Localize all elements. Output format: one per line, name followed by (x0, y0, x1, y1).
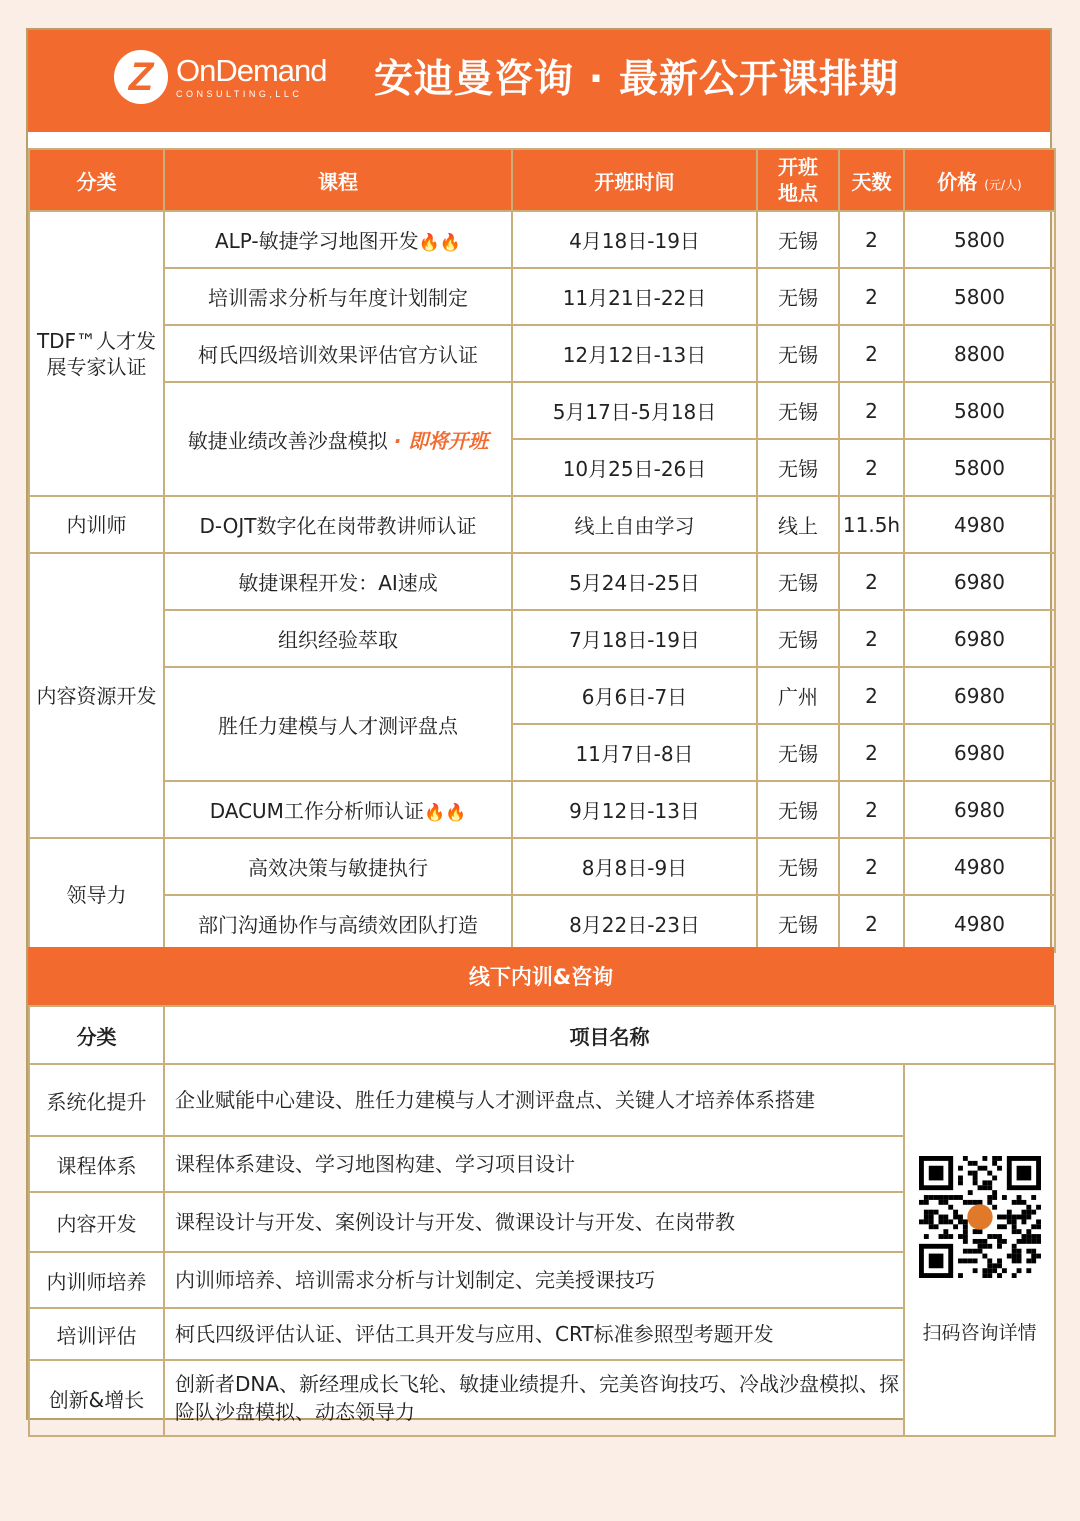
table-row (29, 895, 1055, 952)
course-cell (164, 895, 512, 952)
schedule-table (28, 148, 1056, 953)
table-row (29, 211, 1055, 268)
days-cell: 11.5h (839, 496, 904, 553)
consult-row (29, 1252, 1055, 1308)
course-cell (164, 211, 512, 268)
date-cell: 8月22日-23日 (512, 895, 757, 952)
header-banner (28, 30, 1050, 132)
location-cell: 无锡 (757, 838, 839, 895)
course-cell (164, 325, 512, 382)
date-cell: 9月12日-13日 (512, 781, 757, 838)
days-cell: 2 (839, 382, 904, 439)
fire-icon: 🔥🔥 (423, 803, 467, 823)
date-cell: 5月17日-5月18日 (512, 382, 757, 439)
table-row (29, 838, 1055, 895)
location-cell: 无锡 (757, 781, 839, 838)
category-cell: 内训师 (29, 496, 164, 553)
table-row (29, 325, 1055, 382)
location-cell: 无锡 (757, 724, 839, 781)
days-cell: 2 (839, 610, 904, 667)
date-cell: 4月18日-19日 (512, 211, 757, 268)
days-cell: 2 (839, 439, 904, 496)
price-cell: 6980 (904, 724, 1055, 781)
course-name: 部门沟通协作与高绩效团队打造 (198, 913, 478, 937)
course-name: 敏捷课程开发：AI速成 (238, 571, 438, 595)
price-cell: 4980 (904, 838, 1055, 895)
table-row (29, 610, 1055, 667)
days-cell: 2 (839, 211, 904, 268)
consult-category: 内训师培养 (29, 1252, 164, 1308)
consult-header-row (29, 1006, 1055, 1064)
date-cell: 11月21日-22日 (512, 268, 757, 325)
qr-caption: 扫码咨询详情 (922, 1321, 1037, 1344)
consult-row (29, 1360, 1055, 1436)
days-cell: 2 (839, 553, 904, 610)
consult-projects: 课程设计与开发、案例设计与开发、微课设计与开发、在岗带教 (164, 1192, 904, 1252)
date-cell: 11月7日-8日 (512, 724, 757, 781)
course-cell (164, 496, 512, 553)
location-cell: 无锡 (757, 610, 839, 667)
qr-cell (904, 1064, 1055, 1436)
consult-header-category: 分类 (29, 1006, 164, 1064)
course-cell (164, 268, 512, 325)
days-cell: 2 (839, 838, 904, 895)
location-cell: 无锡 (757, 382, 839, 439)
days-cell: 2 (839, 781, 904, 838)
days-cell: 2 (839, 895, 904, 952)
location-cell: 无锡 (757, 553, 839, 610)
course-name: 柯氏四级培训效果评估官方认证 (198, 343, 478, 367)
price-cell: 6980 (904, 553, 1055, 610)
course-name: 培训需求分析与年度计划制定 (208, 286, 468, 310)
days-cell: 2 (839, 667, 904, 724)
location-cell: 无锡 (757, 211, 839, 268)
logo-name: OnDemand (176, 53, 327, 88)
consult-projects: 内训师培养、培训需求分析与计划制定、完美授课技巧 (164, 1252, 904, 1308)
table-row (29, 553, 1055, 610)
price-cell: 5800 (904, 268, 1055, 325)
consult-category: 创新&增长 (29, 1360, 164, 1436)
consult-category: 培训评估 (29, 1308, 164, 1360)
category-cell: 内容资源开发 (29, 553, 164, 838)
location-cell: 无锡 (757, 325, 839, 382)
price-cell: 5800 (904, 211, 1055, 268)
location-cell: 无锡 (757, 268, 839, 325)
consult-projects: 柯氏四级评估认证、评估工具开发与应用、CRT标准参照型考题开发 (164, 1308, 904, 1360)
days-cell: 2 (839, 325, 904, 382)
fire-icon: 🔥🔥 (418, 233, 461, 253)
days-cell: 2 (839, 268, 904, 325)
consult-category: 系统化提升 (29, 1064, 164, 1136)
consult-row (29, 1192, 1055, 1252)
location-cell: 线上 (757, 496, 839, 553)
price-cell: 6980 (904, 610, 1055, 667)
location-cell: 无锡 (757, 439, 839, 496)
price-cell: 6980 (904, 667, 1055, 724)
price-cell: 4980 (904, 496, 1055, 553)
table-row (29, 382, 1055, 439)
page-title: 安迪曼咨询 · 最新公开课排期 (374, 57, 899, 102)
course-cell (164, 838, 512, 895)
logo-subtitle: CONSULTING,LLC (176, 89, 303, 99)
course-cell (164, 781, 512, 838)
course-cell (164, 553, 512, 610)
course-name: 敏捷业绩改善沙盘模拟 (187, 428, 388, 453)
price-cell: 8800 (904, 325, 1055, 382)
course-name: 胜任力建模与人才测评盘点 (218, 713, 458, 738)
header-category: 分类 (29, 149, 164, 211)
date-cell: 12月12日-13日 (512, 325, 757, 382)
header-location: 开班 地点 (757, 149, 839, 211)
course-name: DACUM工作分析师认证 (209, 799, 424, 823)
date-cell: 10月25日-26日 (512, 439, 757, 496)
header-price: 价格 (元/人) (904, 149, 1055, 211)
category-cell: 领导力 (29, 838, 164, 952)
header-date: 开班时间 (512, 149, 757, 211)
location-cell: 广州 (757, 667, 839, 724)
date-cell: 7月18日-19日 (512, 610, 757, 667)
company-logo (114, 50, 327, 104)
date-cell: 6月6日-7日 (512, 667, 757, 724)
logo-mark-icon: Z (114, 50, 168, 104)
consult-header-project: 项目名称 (164, 1006, 1055, 1064)
course-name: 组织经验萃取 (278, 628, 398, 652)
course-cell (164, 382, 512, 496)
course-name: D-OJT数字化在岗带教讲师认证 (199, 514, 477, 538)
location-cell: 无锡 (757, 895, 839, 952)
consult-row (29, 1136, 1055, 1192)
schedule-sheet (26, 28, 1052, 1424)
header-days: 天数 (839, 149, 904, 211)
course-cell (164, 610, 512, 667)
course-name: 高效决策与敏捷执行 (248, 856, 428, 880)
table-row (29, 667, 1055, 724)
price-cell: 4980 (904, 895, 1055, 952)
price-cell: 5800 (904, 439, 1055, 496)
coming-soon-tag: · 即将开班 (393, 428, 489, 453)
header-course: 课程 (164, 149, 512, 211)
consult-category: 内容开发 (29, 1192, 164, 1252)
course-name: ALP-敏捷学习地图开发 (214, 229, 419, 253)
section-title-inhouse: 线下内训&咨询 (28, 947, 1054, 1005)
days-cell: 2 (839, 724, 904, 781)
qr-code-icon[interactable] (919, 1156, 1041, 1278)
schedule-header-row (29, 149, 1055, 211)
date-cell: 8月8日-9日 (512, 838, 757, 895)
consult-row (29, 1064, 1055, 1136)
table-row (29, 268, 1055, 325)
price-cell: 6980 (904, 781, 1055, 838)
category-cell: TDF™人才发展专家认证 (29, 211, 164, 496)
consult-category: 课程体系 (29, 1136, 164, 1192)
consult-projects: 课程体系建设、学习地图构建、学习项目设计 (164, 1136, 904, 1192)
consult-row (29, 1308, 1055, 1360)
date-cell: 5月24日-25日 (512, 553, 757, 610)
table-row (29, 496, 1055, 553)
date-cell: 线上自由学习 (512, 496, 757, 553)
consult-projects: 企业赋能中心建设、胜任力建模与人才测评盘点、关键人才培养体系搭建 (164, 1064, 904, 1136)
price-cell: 5800 (904, 382, 1055, 439)
course-cell (164, 667, 512, 781)
table-row (29, 781, 1055, 838)
consulting-table (28, 1005, 1056, 1437)
consult-projects: 创新者DNA、新经理成长飞轮、敏捷业绩提升、完美咨询技巧、冷战沙盘模拟、探险队沙盘模拟、动态领导力 (164, 1360, 904, 1436)
